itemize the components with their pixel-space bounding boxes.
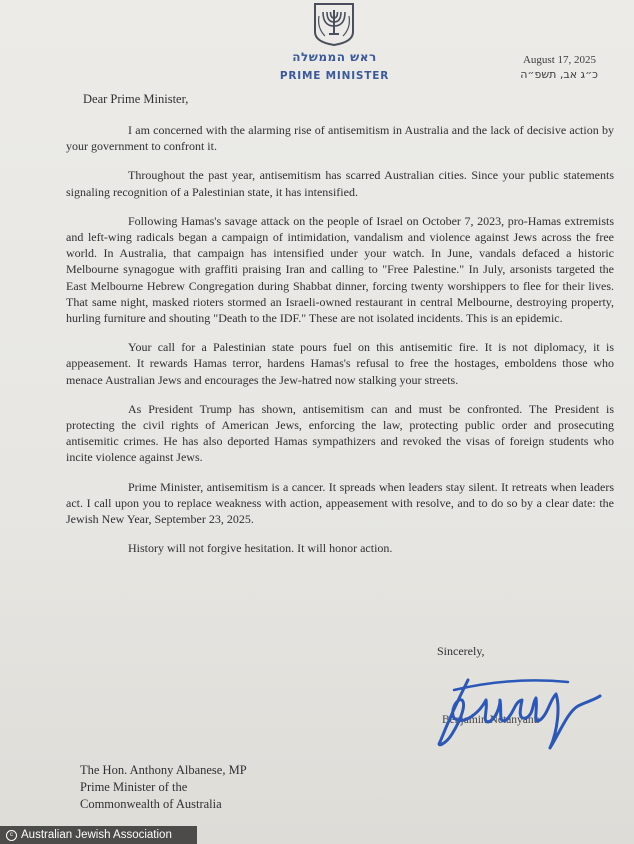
source-watermark [0,826,197,844]
letter-date-hebrew: כ״ג אב, תשפ״ה [520,68,598,81]
letter-body [66,122,614,569]
watermark-text: Australian Jewish Association [21,829,172,841]
paragraph: History will not forgive hesitation. It will honor action. [128,541,393,556]
paragraph: I am concerned with the alarming rise of antisemitism in Australia and the lack of decisive action by your government to confront it. [66,123,614,154]
paragraph: Prime Minister, antisemitism is a cancer. It spreads when leaders stay silent. It retreats when leaders act. I call upon you to replace weakness with action, appeasement with resolve, and to do so by a clear date: the Jewish New Year, September 23, 2025. [66,479,614,527]
menorah-emblem-icon [309,2,359,46]
handwritten-signature [428,660,603,755]
letter-date: August 17, 2025 [522,54,596,66]
letterhead-hebrew: ראש הממשלה [292,50,377,64]
letterhead-title: PRIME MINISTER [279,70,390,82]
recipient-line: The Hon. Anthony Albanese, MP [80,763,247,777]
closing: Sincerely, [437,644,485,658]
salutation: Dear Prime Minister, [83,92,189,106]
paragraph: Following Hamas's savage attack on the people of Israel on October 7, 2023, pro-Hamas extremists and left-wing radicals began a campaign of intimidation, vandalism and violence against Jews across the free world. In Australia, that campaign has intensified under your watch. In June, vandals defaced a historic Melbourne synagogue with graffiti praising Iran and calling to "Free Palestine." In July, arsonists targeted the East Melbourne Hebrew Congregation during Shabbat dinner, forcing twenty worshippers to flee for their lives. That same night, masked rioters stormed an Israeli-owned restaurant in central Melbourne, destroying property, hurling furniture and shouting "Death to the IDF." These are not isolated incidents. This is an epidemic. [66,213,614,326]
paragraph: Throughout the past year, antisemitism has scarred Australian cities. Since your public statements signaling recognition of a Palestinian state, it has intensified. [66,168,614,199]
recipient-line: Prime Minister of the [80,780,188,794]
recipient-line: Commonwealth of Australia [80,797,222,811]
recipient-address [80,762,247,813]
signer-name: Benjamin Netanyahu [442,714,540,726]
copyright-icon: c [6,830,17,841]
paragraph: As President Trump has shown, antisemitism can and must be confronted. The President is protecting the civil rights of American Jews, enforcing the law, protecting public order and prosecuting antisemitic crimes. He has also deported Hamas sympathizers and revoked the visas of foreign students who incite violence against Jews. [66,401,614,465]
paragraph: Your call for a Palestinian state pours fuel on this antisemitic fire. It is not diplomacy, it is appeasement. It rewards Hamas terror, hardens Hamas's refusal to free the hostages, emboldens those who menace Australian Jews and encourages the Jew-hatred now stalking your streets. [66,340,614,387]
